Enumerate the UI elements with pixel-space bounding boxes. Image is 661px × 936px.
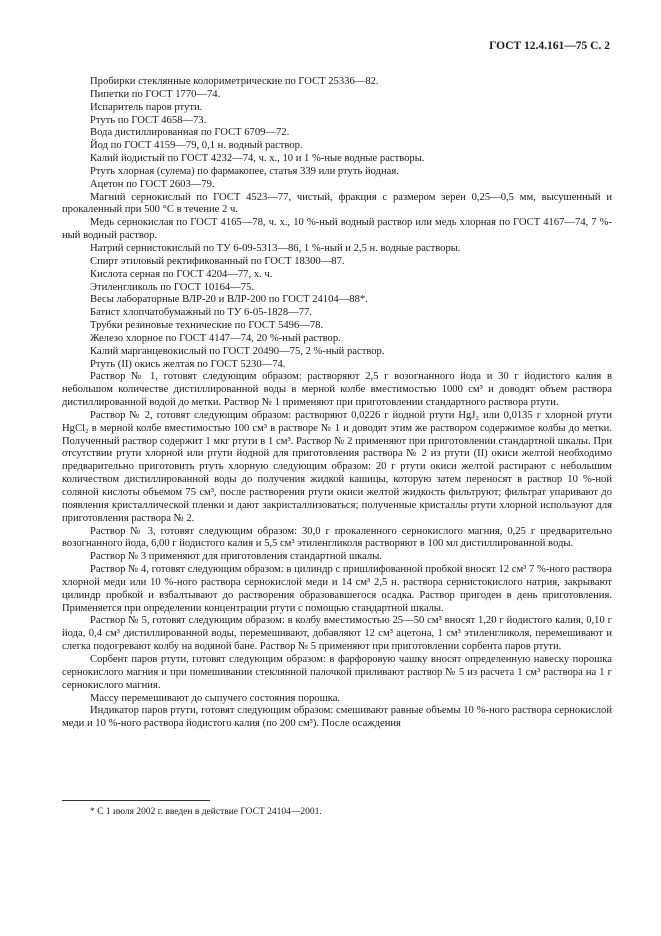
footnote: * С 1 июля 2002 г. введен в действие ГОСТ 24104—2001.	[90, 807, 322, 817]
paragraph: Йод по ГОСТ 4159—79, 0,1 н. водный раствор.	[90, 140, 303, 152]
paragraph: Спирт этиловый ректификованный по ГОСТ 18300—87.	[90, 255, 345, 267]
paragraph: Кислота серная по ГОСТ 4204—77, х. ч.	[90, 268, 273, 280]
paragraph: Железо хлорное по ГОСТ 4147—74, 20 %-ный раствор.	[90, 332, 341, 344]
paragraph: Раствор № 4, готовят следующим образом: в цилиндр с пришлифованной пробкой вносят 12 см³ 7 %-ного раствора хлорной меди или 10 %-ного раствора сернокислой меди и 14 см³ 2,5 н. раствора сернистокислого натрия, закрывают цилиндр пробкой и взбалтывают до растворения образовавшегося осадка. Раствор пригоден в день приготовления. Применяется при определении концентрации ртути с помощью стандартной шкалы.	[62, 564, 612, 614]
paragraph: Вода дистиллированная по ГОСТ 6709—72.	[90, 127, 290, 139]
paragraph: Индикатор паров ртути, готовят следующим образом: смешивают равные объемы 10 %-ного раствора сернокислой меди и 10 %-ного раствора йодистого калия (по 200 см³). После осаждения	[62, 705, 612, 730]
paragraph: Массу перемешивают до сыпучего состояния порошка.	[90, 692, 341, 704]
paragraph: Этиленгликоль по ГОСТ 10164—75.	[90, 281, 255, 293]
paragraph: Раствор № 3, готовят следующим образом: 30,0 г прокаленного сернокислого магния, 0,25 г предварительно возогнанного йода, 6,00 г йодистого калия и 5,5 см³ этиленгликоля растворяют в 100 мл дистиллированной воды.	[62, 525, 612, 550]
footnote-divider	[62, 800, 210, 801]
paragraph: Ацетон по ГОСТ 2603—79.	[90, 178, 215, 190]
document-body	[62, 76, 612, 731]
paragraph: Раствор № 1, готовят следующим образом: растворяют 2,5 г возогнанного йода и 30 г йодистого калия в небольшом количестве дистиллированной воды в мерной колбе вместимостью 1000 см³ и доводят объем раствора дистиллированной водой до метки. Раствор № 1 применяют при приготовлении стандартного раствора ртути.	[62, 371, 612, 409]
paragraph: Весы лабораторные ВЛР-20 и ВЛР-200 по ГОСТ 24104—88*.	[90, 294, 368, 306]
paragraph: Трубки резиновые технические по ГОСТ 5496—78.	[90, 320, 324, 332]
paragraph: Магний сернокислый по ГОСТ 4523—77, чистый, фракция с размером зерен 0,25—0,5 мм, высушенный и прокаленный при 500 °С в течение 2 ч.	[62, 191, 612, 216]
paragraph: Сорбент паров ртути, готовят следующим образом: в фарфоровую чашку вносят определенную навеску порошка сернокислого магния и при помешивании стеклянной палочкой приливают раствор № 5 из расчета 1 см³ раствора на 1 г сернокислого магния.	[62, 653, 612, 691]
paragraph: Натрий сернистокислый по ТУ 6-09-5313—86, 1 %-ный и 2,5 н. водные растворы.	[90, 242, 461, 254]
paragraph: Раствор № 2, готовят следующим образом: растворяют 0,0226 г йодной ртути HgJ₂ или 0,0135 г хлорной ртути HgCl₂ в мерной колбе вместимостью 100 см³ в растворе № 1 и доводят этим же раствором содержимое колбы до метки. Полученный раствор содержит 1 мкг ртути в 1 см³. Раствор № 2 применяют при приготовлении стандартной шкалы. При отсутствии ртути хлорной или ртути йодной для приготовления раствора № 2 из ртути (II) окиси желтой необходимо предварительно приготовить ртуть хлорную следующим образом: 20 г ртути окиси желтой растирают с небольшим количеством дистиллированной воды до получения жидкой кашицы, которую затем переносят в раствор 10 %-ной соляной кислоты объемом 75 см³, после растворения ртути окиси желтой жидкость фильтруют; фильтрат упаривают до появления кристаллической пленки и дают закристаллизоваться; полученные кристаллы ртути хлорной используют для приготовления раствора № 2.	[62, 409, 612, 524]
paragraph: Ртуть хлорная (сулема) по фармакопее, статья 339 или ртуть йодная.	[90, 165, 399, 177]
paragraph: Пипетки по ГОСТ 1770—74.	[90, 88, 221, 100]
paragraph: Пробирки стеклянные колориметрические по ГОСТ 25336—82.	[90, 76, 379, 87]
paragraph: Испаритель паров ртути.	[90, 101, 203, 113]
paragraph: Калий марганцевокислый по ГОСТ 20490—75, 2 %-ный раствор.	[90, 345, 385, 357]
paragraph: Батист хлопчатобумажный по ТУ 6-05-1828—77.	[90, 307, 312, 319]
paragraph: Ртуть по ГОСТ 4658—73.	[90, 114, 207, 126]
paragraph: Медь сернокислая по ГОСТ 4165—78, ч. х., 10 %-ный водный раствор или медь хлорная по ГОСТ 4167—74, 7 %-ный водный раствор.	[62, 217, 612, 242]
paragraph: Раствор № 3 применяют для приготовления стандартной шкалы.	[90, 551, 382, 563]
paragraph: Калий йодистый по ГОСТ 4232—74, ч. х., 10 и 1 %-ные водные растворы.	[90, 153, 425, 165]
paragraph: Раствор № 5, готовят следующим образом: в колбу вместимостью 25—50 см³ вносят 1,20 г йодистого калия, 0,10 г йода, 0,4 см³ дистиллированной воды, перемешивают, добавляют 12 см³ ацетона, 1 см³ этиленгликоля, перемешивают и слегка подогревают колбу на водяной бане. Раствор № 5 применяют при приготовлении сорбента паров ртути.	[62, 615, 612, 653]
page-header: ГОСТ 12.4.161—75 С. 2	[489, 40, 610, 52]
paragraph: Ртуть (II) окись желтая по ГОСТ 5230—74.	[90, 358, 286, 370]
